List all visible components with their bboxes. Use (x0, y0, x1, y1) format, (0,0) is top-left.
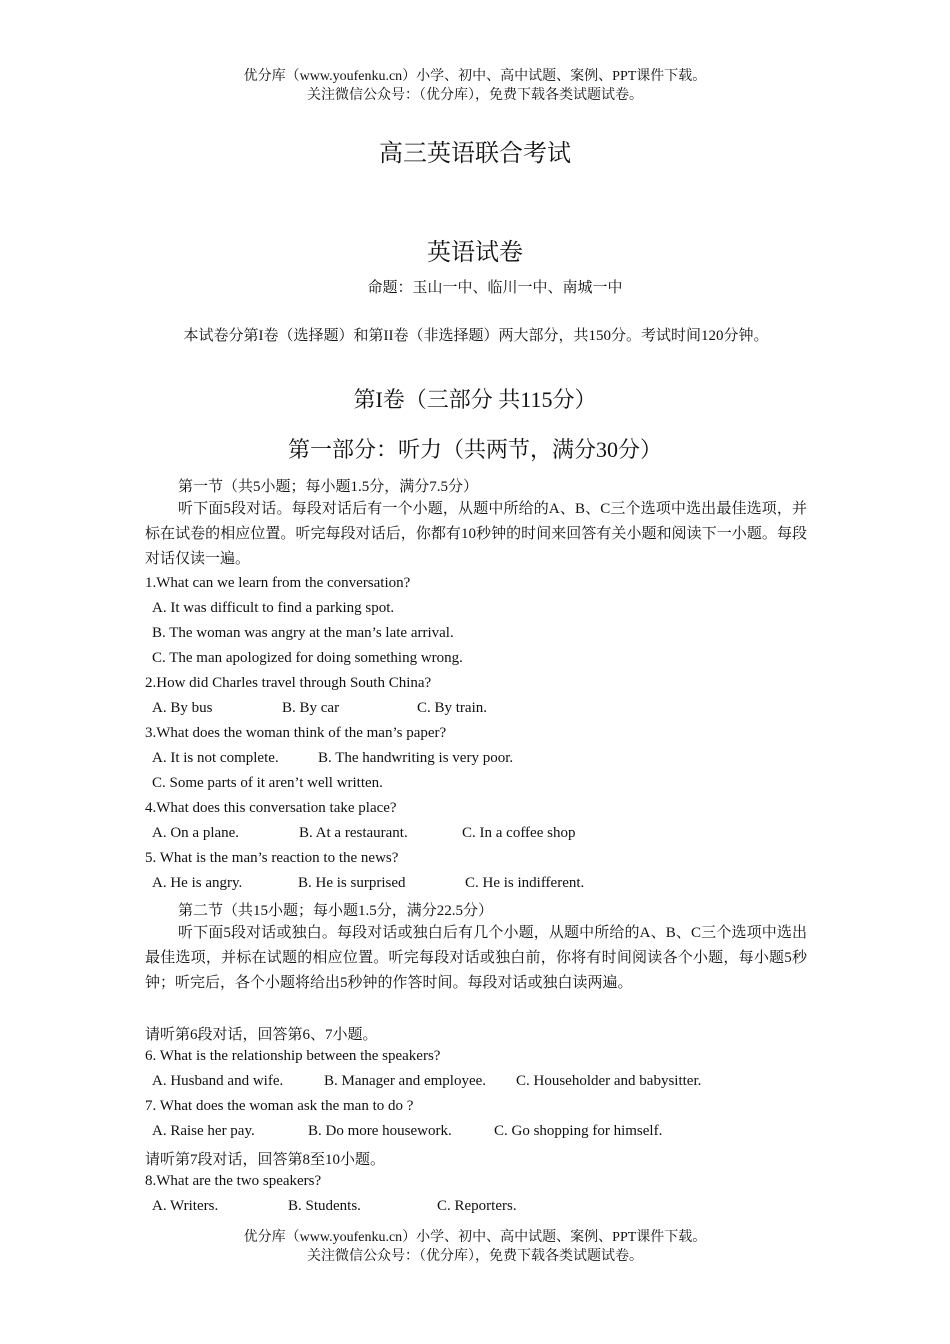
part-heading: 第一部分：听力（共两节，满分30分） (287, 437, 662, 462)
header-line-1: 优分库（www.youfenku.cn）小学、初中、高中试题、案例、PPT课件下载。 (243, 69, 707, 84)
question-7: 7. What does the woman ask the man to do ? (145, 1098, 414, 1114)
q8-option-b: B. Students. (288, 1198, 361, 1214)
q7-option-c: C. Go shopping for himself. (494, 1123, 663, 1139)
watermark-footer (0, 1228, 950, 1266)
section2-instructions: 听下面5段对话或独白。每段对话或独白后有几个小题，从题中所给的A、B、C三个选项中选出最佳选项，并标在试题的相应位置。听完每段对话或独白前，你将有时间阅读各个小题，每小题5秒钟；听完后，各个小题将给出5秒钟的作答时间。每段对话或独白读两遍。 (145, 925, 807, 991)
q3-option-b: B. The handwriting is very poor. (318, 750, 514, 766)
q7-option-b: B. Do more housework. (308, 1123, 452, 1139)
question-2: 2.How did Charles travel through South China? (145, 675, 432, 691)
q3-option-c: C. Some parts of it aren’t well written. (152, 775, 383, 791)
q6-option-a: A. Husband and wife. (152, 1073, 284, 1089)
footer-line-2: 关注微信公众号：（优分库），免费下载各类试题试卷。 (307, 1249, 643, 1264)
paper-subtitle: 英语试卷 (427, 240, 523, 266)
q4-option-c: C. In a coffee shop (462, 825, 576, 841)
header-line-2: 关注微信公众号：（优分库），免费下载各类试题试卷。 (307, 88, 643, 103)
watermark-header (0, 67, 950, 105)
q5-option-c: C. He is indifferent. (465, 875, 585, 891)
q3-option-a: A. It is not complete. (152, 750, 279, 766)
q2-option-a: A. By bus (152, 700, 213, 716)
question-3: 3.What does the woman think of the man’s paper? (145, 725, 447, 741)
q2-options (0, 700, 950, 720)
question-1: 1.What can we learn from the conversation? (145, 575, 411, 591)
q1-option-c: C. The man apologized for doing something wrong. (152, 650, 463, 666)
q4-option-a: A. On a plane. (152, 825, 240, 841)
q6-option-c: C. Householder and babysitter. (516, 1073, 702, 1089)
q2-option-b: B. By car (282, 700, 340, 716)
q1-option-a: A. It was difficult to find a parking spot. (152, 600, 395, 616)
q4-options (0, 825, 950, 845)
exam-title: 高三英语联合考试 (379, 141, 571, 167)
q7-options (0, 1123, 950, 1143)
q6-options (0, 1073, 950, 1093)
question-8: 8.What are the two speakers? (145, 1173, 322, 1189)
q8-options (0, 1198, 950, 1218)
prompt-dialogue-7: 请听第7段对话，回答第8至10小题。 (145, 1152, 386, 1168)
authors-line: 命题：玉山一中、临川一中、南城一中 (367, 280, 623, 296)
question-6: 6. What is the relationship between the speakers? (145, 1048, 441, 1064)
section1-instructions: 听下面5段对话。每段对话后有一个小题，从题中所给的A、B、C三个选项中选出最佳选项，并标在试卷的相应位置。听完每段对话后，你都有10秒钟的时间来回答有关小题和阅读下一小题。每段对话仅读一遍。 (145, 501, 807, 567)
volume-heading: 第I卷（三部分 共115分） (353, 387, 597, 412)
footer-line-1: 优分库（www.youfenku.cn）小学、初中、高中试题、案例、PPT课件下载。 (243, 1230, 707, 1245)
q7-option-a: A. Raise her pay. (152, 1123, 255, 1139)
question-5: 5. What is the man’s reaction to the news? (145, 850, 399, 866)
q4-option-b: B. At a restaurant. (299, 825, 408, 841)
question-4: 4.What does this conversation take place? (145, 800, 397, 816)
prompt-dialogue-6: 请听第6段对话，回答第6、7小题。 (145, 1027, 378, 1043)
q5-option-b: B. He is surprised (298, 875, 406, 891)
section1-heading: 第一节（共5小题；每小题1.5分，满分7.5分） (178, 479, 479, 495)
q8-option-a: A. Writers. (152, 1198, 219, 1214)
q5-options (0, 875, 950, 895)
q3-options (0, 750, 950, 770)
exam-intro: 本试卷分第I卷（选择题）和第II卷（非选择题）两大部分，共150分。考试时间120分钟。 (183, 328, 769, 344)
q6-option-b: B. Manager and employee. (324, 1073, 487, 1089)
section2-heading: 第二节（共15小题；每小题1.5分，满分22.5分） (178, 903, 494, 919)
q1-option-b: B. The woman was angry at the man’s late arrival. (152, 625, 454, 641)
q5-option-a: A. He is angry. (152, 875, 243, 891)
q8-option-c: C. Reporters. (437, 1198, 517, 1214)
q2-option-c: C. By train. (417, 700, 487, 716)
